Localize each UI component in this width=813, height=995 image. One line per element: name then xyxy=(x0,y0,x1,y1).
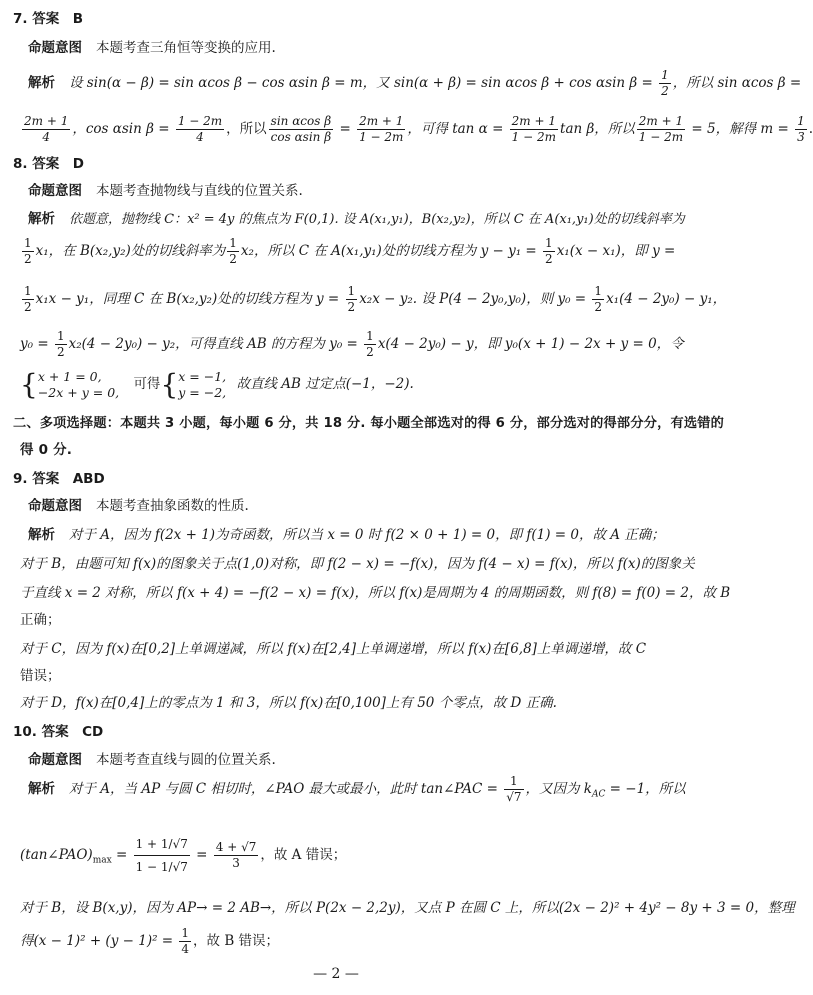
q8-l4-e: x(4 − 2y₀) − y，即 y₀(x + 1) − 2x + y = 0，令 xyxy=(377,336,684,352)
num: 2m + 1 xyxy=(638,114,684,128)
q8-intent-label: 命题意图 xyxy=(28,183,82,199)
q7-line2 xyxy=(20,114,813,145)
q8-intent-text: 本题考查抛物线与直线的位置关系. xyxy=(96,183,303,199)
den: 2 xyxy=(366,345,374,359)
num: 1 − 2m xyxy=(177,114,223,128)
num: 2m + 1 xyxy=(24,114,69,128)
q9-answer: 9. 答案 ABD xyxy=(13,471,105,487)
num: 1 xyxy=(594,284,603,298)
section-2-heading: 二、多项选择题：本题共 3 小题，每小题 6 分，共 18 分. 每小题全部选对的得 6 分，部分选对的得部分分，有选错的 xyxy=(13,416,725,431)
q7-line1 xyxy=(28,68,801,99)
q8-line5 xyxy=(20,366,414,402)
den: 4 xyxy=(181,942,190,956)
q8-line3 xyxy=(20,284,726,315)
q8-frac-3a xyxy=(22,284,34,315)
q7-intent-label: 命题意图 xyxy=(28,40,82,56)
q8-jiexi-label: 解析 xyxy=(28,211,55,227)
q7-frac-c xyxy=(176,114,224,145)
q8-line4 xyxy=(20,329,684,360)
q10-l1-d: = −1，所以 xyxy=(605,781,686,797)
eq: y = −2, xyxy=(178,384,227,400)
den: 3 xyxy=(797,130,805,144)
q7-answer: 7. 答案 B xyxy=(13,11,84,27)
den: 2 xyxy=(56,345,65,359)
q9-intent xyxy=(28,496,249,516)
num: 1 xyxy=(797,114,805,128)
q8-line2 xyxy=(20,236,675,267)
q8-frac-4d xyxy=(364,329,376,360)
num: 2m + 1 xyxy=(359,114,404,128)
q10-jiexi-label: 解析 xyxy=(28,781,55,797)
q10-intent-text: 本题考查直线与圆的位置关系. xyxy=(96,752,276,768)
q8-frac-3c xyxy=(346,284,358,315)
q8-frac-c xyxy=(227,236,239,267)
q9-jiexi-label: 解析 xyxy=(28,527,55,543)
den: 1 − 2m xyxy=(638,130,684,144)
num: 1 xyxy=(661,68,669,82)
q7-frac-i xyxy=(510,114,558,145)
q10-line1 xyxy=(28,774,686,807)
q8-l1-text: 依题意，抛物线 C：x² = 4y 的焦点为 F(0,1). 设 A(x₁,y₁)，B(x₂,y₂)，所以 C 在 A(x₁,y₁)处的切线斜率为 xyxy=(69,212,685,227)
q8-l3-f: x₁(4 − 2y₀) − y₁， xyxy=(606,291,727,307)
num: 1 xyxy=(56,329,65,343)
num: 1 xyxy=(24,284,32,298)
q7-intent xyxy=(28,38,276,58)
q7-frac-g xyxy=(357,114,405,145)
den: cos αsin β xyxy=(270,130,332,144)
q8-l5-end: 故直线 AB 过定点(−1，−2). xyxy=(236,376,414,392)
q9-line3: 于直线 x = 2 对称，所以 f(x + 4) = −f(2 − x) = f(x)，所以 f(x)是周期为 4 的周期函数，则 f(8) = f(0) = 2，故 B xyxy=(20,585,731,601)
q7-frac-a xyxy=(22,114,70,145)
q10-answer: 10. 答案 CD xyxy=(13,724,104,740)
num: 1 xyxy=(366,329,374,343)
q10-frac-d xyxy=(214,840,259,871)
q7-frac-m xyxy=(795,114,807,145)
den: 1 − 2m xyxy=(359,130,404,144)
den: 2 xyxy=(24,252,32,266)
q10-intent xyxy=(28,750,276,770)
q8-l2-d: x₂，所以 C 在 A(x₁,y₁)处的切线方程为 y − y₁ = xyxy=(240,243,542,259)
q10-l1-a: 对于 A，当 AP 与圆 C 相切时，∠PAO 最大或最小，此时 tan∠PAC = xyxy=(69,781,503,797)
q8-l5-mid: 可得 xyxy=(133,376,161,392)
q8-l4-c: x₂(4 − 2y₀) − y₂，可得直线 AB 的方程为 y₀ = xyxy=(68,336,363,352)
q9-line2: 对于 B，由题可知 f(x)的图象关于点(1,0)对称，即 f(2 − x) = −f(x)，因为 f(4 − x) = f(x)，所以 f(x)的图象关 xyxy=(20,556,695,572)
den: √7 xyxy=(506,790,522,804)
q9-intent-text: 本题考查抽象函数的性质. xyxy=(96,498,249,514)
q7-l2-j: tan β，所以 xyxy=(560,121,635,137)
q9-line1 xyxy=(28,525,665,545)
q7-l1-tail: ，所以 sin αcos β = xyxy=(672,75,802,91)
q7-frac-k xyxy=(637,114,685,145)
den: 2 xyxy=(229,252,237,266)
q7-frac-half xyxy=(659,68,671,99)
q8-answer: 8. 答案 D xyxy=(13,156,84,172)
q9-line5: 对于 C，因为 f(x)在[0,2]上单调递减，所以 f(x)在[2,4]上单调递增，所以 f(x)在[6,8]上单调递增，故 C xyxy=(20,641,647,657)
num: 1 xyxy=(504,774,523,790)
q10-frac-b xyxy=(504,774,523,805)
q7-intent-text: 本题考查三角恒等变换的应用. xyxy=(96,40,276,56)
q7-l2-b: ，cos αsin β = xyxy=(72,121,174,137)
q8-intent xyxy=(28,181,303,201)
left-brace-icon: { xyxy=(160,367,179,401)
den: 2 xyxy=(594,300,603,314)
den: 3 xyxy=(232,856,240,870)
q10-intent-label: 命题意图 xyxy=(28,752,82,768)
q9-line7: 对于 D，f(x)在[0,4]上的零点为 1 和 3，所以 f(x)在[0,100]上有 50 个零点，故 D 正确. xyxy=(20,695,557,711)
den: 4 xyxy=(42,130,50,144)
q10-line3: 对于 B，设 B(x,y)，因为 AP→ = 2 AB→，所以 P(2x − 2,2y)，又点 P 在圆 C 上，所以(2x − 2)² + 4y² − 8y + 3 = 0，整理 xyxy=(20,900,795,916)
q10-l2-b: = xyxy=(111,847,132,863)
q7-l2-d: ，所以 xyxy=(226,121,267,137)
section-2-heading-cont: 得 0 分. xyxy=(20,442,73,458)
q9-intent-label: 命题意图 xyxy=(28,498,82,514)
den: 2 xyxy=(545,252,553,266)
q7-l2-h: ，可得 tan α = xyxy=(407,121,508,137)
num: 1 xyxy=(545,236,553,250)
q9-l1-text: 对于 A，因为 f(2x + 1)为奇函数，所以当 x = 0 时 f(2 × 0 + 1) = 0，即 f(1) = 0，故 A 正确； xyxy=(69,527,665,543)
q9-line6: 错误； xyxy=(20,668,61,684)
den: 2 xyxy=(661,84,669,98)
den: 1 − 1/√7 xyxy=(135,860,188,874)
q7-l2-f: = xyxy=(335,121,356,137)
q8-l3-b: x₁x − y₁，同理 C 在 B(x₂,y₂)处的切线方程为 y = xyxy=(35,291,344,307)
q8-system-2 xyxy=(178,369,226,401)
q8-l2-f: x₁(x − x₁)，即 y = xyxy=(556,243,676,259)
q10-l4-c: ，故 B 错误； xyxy=(193,933,280,949)
q8-system-1 xyxy=(38,369,119,401)
num: 4 + √7 xyxy=(215,840,257,854)
q7-jiexi-label: 解析 xyxy=(28,75,55,91)
q8-l4-a: y₀ = xyxy=(20,336,53,352)
q10-l1-sub: AC xyxy=(592,789,606,800)
q8-frac-e xyxy=(543,236,555,267)
den: 1 − 2m xyxy=(511,130,557,144)
den: 2 xyxy=(24,300,32,314)
q8-frac-a xyxy=(22,236,34,267)
q8-l3-d: x₂x − y₂. 设 P(4 − 2y₀,y₀)，则 y₀ = xyxy=(359,291,591,307)
q10-l2-a: (tan∠PAO) xyxy=(20,847,93,863)
q10-line4 xyxy=(20,926,279,957)
q10-line2 xyxy=(20,820,346,896)
num: 1 xyxy=(229,236,237,250)
q7-frac-e xyxy=(269,114,334,145)
q10-l4-a: 得(x − 1)² + (y − 1)² = xyxy=(20,933,178,949)
num: 1 xyxy=(24,236,32,250)
eq: x = −1, xyxy=(178,368,227,384)
q7-l2-end: . xyxy=(808,121,813,137)
num: 2m + 1 xyxy=(511,114,557,128)
q7-l1-text: 设 sin(α − β) = sin αcos β − cos αsin β = m，又 sin(α + β) = sin αcos β + cos αsin β = xyxy=(69,75,658,91)
q7-l2-l: = 5，解得 m = xyxy=(687,121,794,137)
num: 1 xyxy=(181,926,190,940)
q8-line1 xyxy=(28,209,685,230)
num: 1 + 1/√7 xyxy=(134,833,190,856)
den: 4 xyxy=(196,130,204,144)
q10-frac-4b xyxy=(179,926,191,957)
q10-l2-sub: max xyxy=(92,855,112,866)
left-brace-icon: { xyxy=(20,367,38,401)
q8-frac-4b xyxy=(55,329,67,360)
q10-l1-c: ，又因为 k xyxy=(525,781,592,797)
q8-frac-3e xyxy=(592,284,604,315)
num: 1 xyxy=(347,284,356,298)
q10-l2-c: = xyxy=(191,847,212,863)
num: sin αcos β xyxy=(270,114,332,128)
q9-line4: 正确； xyxy=(20,612,61,628)
page-number: — 2 — xyxy=(313,966,359,982)
den: 2 xyxy=(347,300,356,314)
q10-l2-e: ，故 A 错误； xyxy=(260,847,347,863)
eq: −2x + y = 0, xyxy=(37,384,120,400)
q8-l2-b: x₁，在 B(x₂,y₂)处的切线斜率为 xyxy=(35,243,226,259)
eq: x + 1 = 0, xyxy=(37,368,102,384)
q10-big-frac xyxy=(134,833,190,878)
